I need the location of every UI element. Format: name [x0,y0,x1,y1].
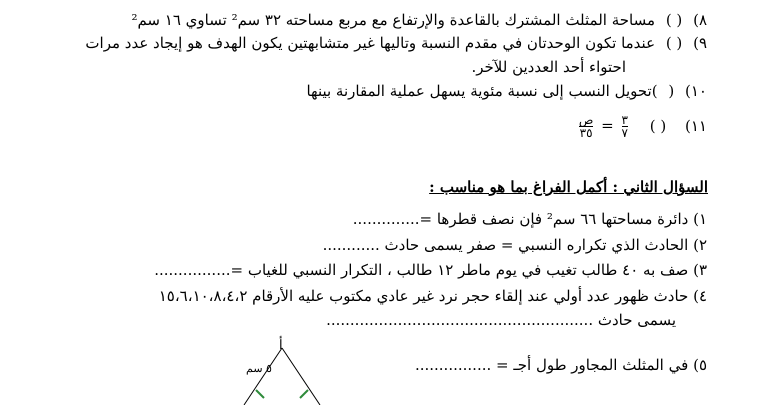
fraction-denominator: ٣٥ [579,126,593,140]
item-text: في المثلث المجاور طول أجـ = ................ [414,356,689,374]
question-11 [576,114,707,139]
question-9 [85,34,707,52]
fraction-left [622,114,628,139]
fraction-numerator: ٣ [621,113,628,127]
question-number: ٨) [693,11,707,29]
fill-item-4-continuation: يسمى حادث ........................................................ [326,311,676,329]
question-text: )تحويل النسب إلى نسبة مئوية يسهل عملية المقارنة بينها [306,82,658,100]
tick-mark-left [256,390,264,398]
fill-item-4 [159,287,707,305]
item-text: الحادث الذي تكراره النسبي = صفر يسمى حادث ............ [322,236,689,254]
fraction-right [579,114,594,139]
question-8 [131,11,707,29]
section-title: السؤال الثاني : أكمل الفراغ بما هو مناسب : [429,178,708,196]
item-number: ١) [693,210,707,228]
side-length-label: ٥ سم [246,362,272,375]
fill-item-5 [415,356,707,374]
item-text: دائرة مساحتها ٦٦ سم² فإن نصف قطرها =.............. [352,210,689,228]
fill-item-2 [323,236,707,254]
answer-blank: ( ) [665,34,683,52]
question-text: مساحة المثلث المشترك بالقاعدة والإرتفاع مع مربع مساحته ٣٢ سم² تساوي ١٦ سم² [131,11,656,29]
fraction-numerator: ص [578,113,594,127]
question-number: ٩) [693,34,707,52]
item-number: ٤) [693,287,707,305]
item-number: ٢) [693,236,707,254]
question-9-continuation: احتواء أحد العددين للآخر. [471,58,626,76]
answer-blank: ( ) [665,11,683,29]
answer-blank: ( [668,82,675,100]
question-text: عندما تكون الوحدتان في مقدم النسبة وتاليها غير متشابهتين يكون الهدف هو إيجاد عدد مرات [85,34,656,52]
vertex-label: أ [279,338,283,353]
item-text: صف به ٤٠ طالب تغيب في يوم ماطر ١٢ طالب ، التكرار النسبي للغياب =................ [154,261,689,279]
fraction-denominator: ٧ [621,126,628,140]
fill-item-1 [353,210,707,228]
item-text: حادث ظهور عدد أولي عند إلقاء حجر نرد غير عادي مكتوب عليه الأرقام ١٥،٦،١٠،٨،٤،٢ [158,287,689,305]
equals-sign: = [601,116,614,135]
item-number: ٣) [693,261,707,279]
fill-item-3 [154,261,707,279]
tick-mark-right [300,390,308,398]
question-number: ١١) [685,116,707,135]
answer-blank: ( ) [649,116,667,135]
question-10 [306,82,707,100]
item-number: ٥) [693,356,707,374]
question-number: ١٠) [685,82,707,100]
